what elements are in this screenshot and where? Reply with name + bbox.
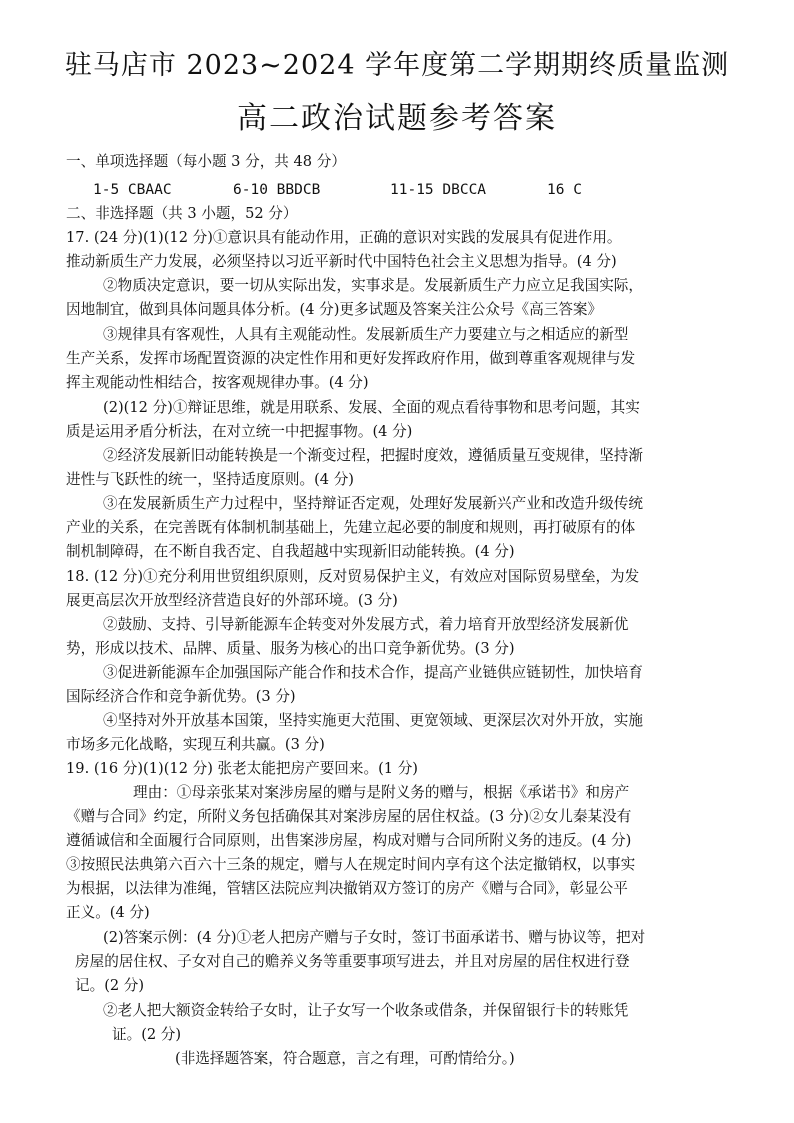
text-line: 国际经济合作和竞争新优势。(3 分) [66,688,296,705]
text-line: (2)答案示例：(4 分)①老人把房产赠与子女时，签订书面承诺书、赠与协议等，把对 [103,929,646,946]
text-line: ②物质决定意识，要一切从实际出发，实事求是。发展新质生产力应立足我国实际， [103,277,643,294]
text-line: ④坚持对外开放基本国策，坚持实施更大范围、更宽领域、更深层次对外开放，实施 [103,712,643,729]
text-line: 制机制障碍，在不断自我否定、自我超越中实现新旧动能转换。(4 分) [66,543,515,560]
text-line: 挥主观能动性相结合，按客观规律办事。(4 分) [66,374,369,391]
text-line: 19. (16 分)(1)(12 分) 张老太能把房产要回来。(1 分) [66,760,418,777]
text-line: 房屋的居住权、子女对自己的赡养义务等重要事项写进去，并且对房屋的居住权进行登 [75,953,630,970]
document-title: 驻马店市 2023~2024 学年度第二学期期终质量监测 [64,50,730,81]
text-line: ②老人把大额资金转给子女时，让子女写一个收条或借条，并保留银行卡的转账凭 [103,1002,629,1019]
text-line: 遵循诚信和全面履行合同原则，出售案涉房屋，构成对赠与合同所附义务的违反。(4 分) [66,832,632,849]
text-line: ③促进新能源车企加强国际产能合作和技术合作，提高产业链供应链韧性，加快培育 [103,664,643,681]
grading-note: (非选择题答案，符合题意，言之有理，可酌情给分。) [175,1050,515,1067]
answer-group-11-15: 11-15 DBCCA [390,182,487,198]
text-line: (2)(12 分)①辩证思维，就是用联系、发展、全面的观点看待事物和思考问题，其实 [103,399,640,416]
text-line: 理由：①母亲张某对案涉房屋的赠与是附义务的赠与，根据《承诺书》和房产 [133,784,630,801]
text-line: 进性与飞跃性的统一，坚持适度原则。(4 分) [66,471,355,488]
text-line: ③按照民法典第六百六十三条的规定，赠与人在规定时间内享有这个法定撤销权，以事实 [66,856,636,873]
text-line: 市场多元化战略，实现互利共赢。(3 分) [66,736,325,753]
text-line: 为根据，以法律为准绳，管辖区法院应判决撤销双方签订的房产《赠与合同》，彰显公平 [66,880,628,897]
text-line: 推动新质生产力发展，必须坚持以习近平新时代中国特色社会主义思想为指导。(4 分) [66,253,617,270]
text-line: 产业的关系，在完善既有体制机制基础上，先建立起必要的制度和规则，再打破原有的体 [66,519,636,536]
text-line: ②鼓励、支持、引导新能源车企转变对外发展方式，着力培育开放型经济发展新优 [103,616,629,633]
text-line: 展更高层次开放型经济营造良好的外部环境。(3 分) [66,592,398,609]
text-line: 17. (24 分)(1)(12 分)①意识具有能动作用，正确的意识对实践的发展具有促进作用。 [66,229,622,246]
text-line: 记。(2 分) [75,977,145,994]
text-line: 质是运用矛盾分析法，在对立统一中把握事物。(4 分) [66,423,413,440]
text-line: 《赠与合同》约定，所附义务包括确保其对案涉房屋的居住权益。(3 分)②女儿秦某没有 [66,808,632,825]
text-line: 18. (12 分)①充分利用世贸组织原则，反对贸易保护主义，有效应对国际贸易壁垒，为发 [66,568,640,585]
text-line: ③规律具有客观性，人具有主观能动性。发展新质生产力要建立与之相适应的新型 [103,326,629,343]
document-subtitle: 高二政治试题参考答案 [237,101,557,136]
answer-group-6-10: 6-10 BBDCB [233,182,321,198]
section-1-heading: 一、单项选择题（每小题 3 分，共 48 分） [66,153,346,170]
answer-group-16: 16 C [547,182,582,198]
section-2-heading: 二、非选择题（共 3 小题，52 分） [66,205,298,222]
answer-group-1-5: 1-5 CBAAC [93,182,172,198]
text-line: 生产关系，发挥市场配置资源的决定性作用和更好发挥政府作用，做到尊重客观规律与发 [66,350,636,367]
text-line: ②经济发展新旧动能转换是一个渐变过程，把握时度效，遵循质量互变规律，坚持渐 [103,447,643,464]
text-line: 势，形成以技术、品牌、质量、服务为核心的出口竞争新优势。(3 分) [66,640,515,657]
text-line: ③在发展新质生产力过程中，坚持辩证否定观，处理好发展新兴产业和改造升级传统 [103,495,643,512]
text-line: 因地制宜，做到具体问题具体分析。(4 分)更多试题及答案关注公众号《高三答案》 [66,301,603,318]
text-line: 证。(2 分) [112,1026,182,1043]
text-line: 正义。(4 分) [66,904,150,921]
